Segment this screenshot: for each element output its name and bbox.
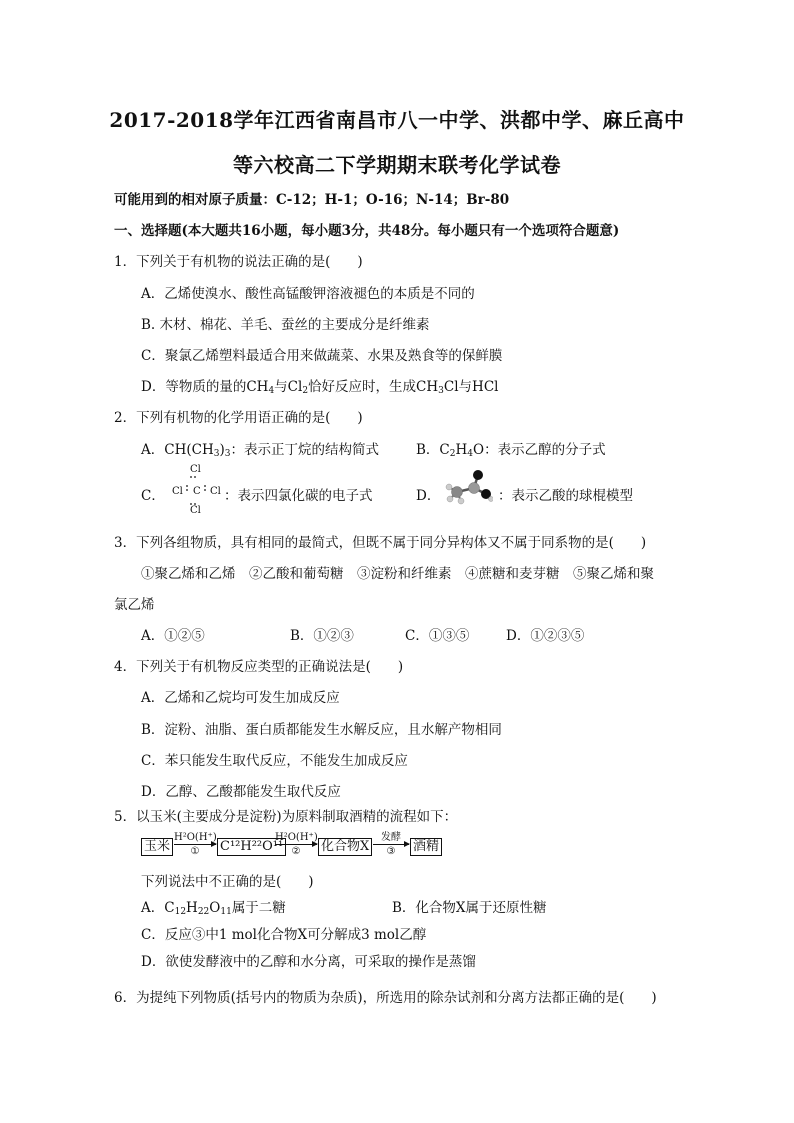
q5-option-d: D．欲使发酵液中的乙醇和水分离，可采取的操作是蒸馏	[141, 954, 476, 970]
flow-box-corn: 玉米	[141, 838, 173, 856]
q5-option-b: B．化合物X属于还原性糖	[392, 900, 547, 916]
q4-option-a: A．乙烯和乙烷均可发生加成反应	[141, 690, 340, 706]
section-heading: 一、选择题(本大题共16小题，每小题3分，共48分。每小题只有一个选项符合题意)	[114, 223, 620, 239]
ccl4-electron-dots	[184, 476, 210, 510]
q4-stem: 4．下列关于有机物反应类型的正确说法是( )	[114, 659, 404, 675]
q4-option-c: C．苯只能发生取代反应，不能发生加成反应	[141, 753, 408, 769]
q2-stem: 2．下列有机物的化学用语正确的是( )	[114, 410, 363, 426]
ccl4-cl-right: Cl	[210, 486, 221, 497]
q3-items-cont: 氯乙烯	[114, 597, 155, 613]
q1-option-d: D．等物质的量的$CH_4$与$Cl_2$恰好反应时，生成$CH_3Cl$与HCl	[141, 379, 499, 396]
q3-items: ①聚乙烯和乙烯 ②乙酸和葡萄糖 ③淀粉和纤维素 ④蔗糖和麦芽糖 ⑤聚乙烯和聚	[141, 566, 654, 582]
q2-option-c-text: ：表示四氯化碳的电子式	[224, 488, 373, 504]
q5-stem: 5．以玉米(主要成分是淀粉)为原料制取酒精的流程如下：	[114, 809, 458, 825]
ccl4-carbon: C	[193, 486, 201, 497]
ccl4-cl-left: Cl	[172, 486, 183, 497]
q1-stem: 1．下列关于有机物的说法正确的是( )	[114, 254, 363, 270]
q4-option-d: D．乙醇、乙酸都能发生取代反应	[141, 784, 341, 800]
q2-option-b: B．$C_2H_4O$：表示乙醇的分子式	[416, 442, 606, 459]
q1-option-b: B. 木材、棉花、羊毛、蚕丝的主要成分是纤维素	[141, 317, 430, 333]
q2-option-d-text: ：表示乙酸的球棍模型	[498, 488, 633, 504]
q5-option-c: C．反应③中1 mol化合物X可分解成3 mol乙醇	[141, 927, 427, 943]
q4-option-b: B．淀粉、油脂、蛋白质都能发生水解反应，且水解产物相同	[141, 722, 502, 738]
q2-option-c-label: C．	[141, 488, 165, 504]
q3-option-c: C．①③⑤	[405, 628, 470, 644]
q2-option-a: A．$CH(CH_3)_3$：表示正丁烷的结构简式	[141, 442, 379, 459]
q3-option-a: A．①②⑤	[141, 628, 205, 644]
q5-flow-diagram	[141, 832, 461, 862]
flow-box-alcohol: 酒精	[410, 838, 442, 856]
q5-option-a: A．$C_{12}H_{22}O_{11}$属于二糖	[141, 900, 286, 917]
flow-arrow-2: H²O(H⁺) ②	[275, 832, 318, 857]
q1-option-a: A．乙烯使溴水、酸性高锰酸钾溶液褪色的本质是不同的	[141, 286, 475, 302]
flow-arrow-3: 发酵 ③	[373, 832, 409, 857]
flow-arrow-1: H²O(H⁺) ①	[174, 832, 217, 857]
atomic-masses: 可能用到的相对原子质量：C-12；H-1；O-16；N-14；Br-80	[114, 192, 510, 208]
q3-stem: 3．下列各组物质，具有相同的最简式，但既不属于同分异构体又不属于同系物的是( )	[114, 535, 647, 551]
ccl4-cl-top: Cl	[190, 464, 201, 475]
q3-option-b: B．①②③	[290, 628, 354, 644]
q1-option-c: C．聚氯乙烯塑料最适合用来做蔬菜、水果及熟食等的保鲜膜	[141, 348, 503, 364]
q6-stem: 6．为提纯下列物质(括号内的物质为杂质)，所选用的除杂试剂和分离方法都正确的是( )	[114, 990, 657, 1006]
flow-box-disaccharide: C¹²H²²O¹¹	[217, 838, 286, 856]
exam-title-line2: 等六校高二下学期期末联考化学试卷	[233, 153, 561, 177]
q2-option-d-label: D．	[416, 488, 441, 504]
acetic-acid-ball-stick-model	[441, 468, 493, 508]
q3-option-d: D．①②③⑤	[506, 628, 585, 644]
q5-sub-stem: 下列说法中不正确的是( )	[141, 874, 314, 890]
flow-box-compound-x: 化合物X	[318, 838, 372, 856]
ccl4-cl-bottom: Cl	[190, 505, 201, 516]
exam-title-line1: 2017-2018学年江西省南昌市八一中学、洪都中学、麻丘高中	[109, 108, 685, 132]
